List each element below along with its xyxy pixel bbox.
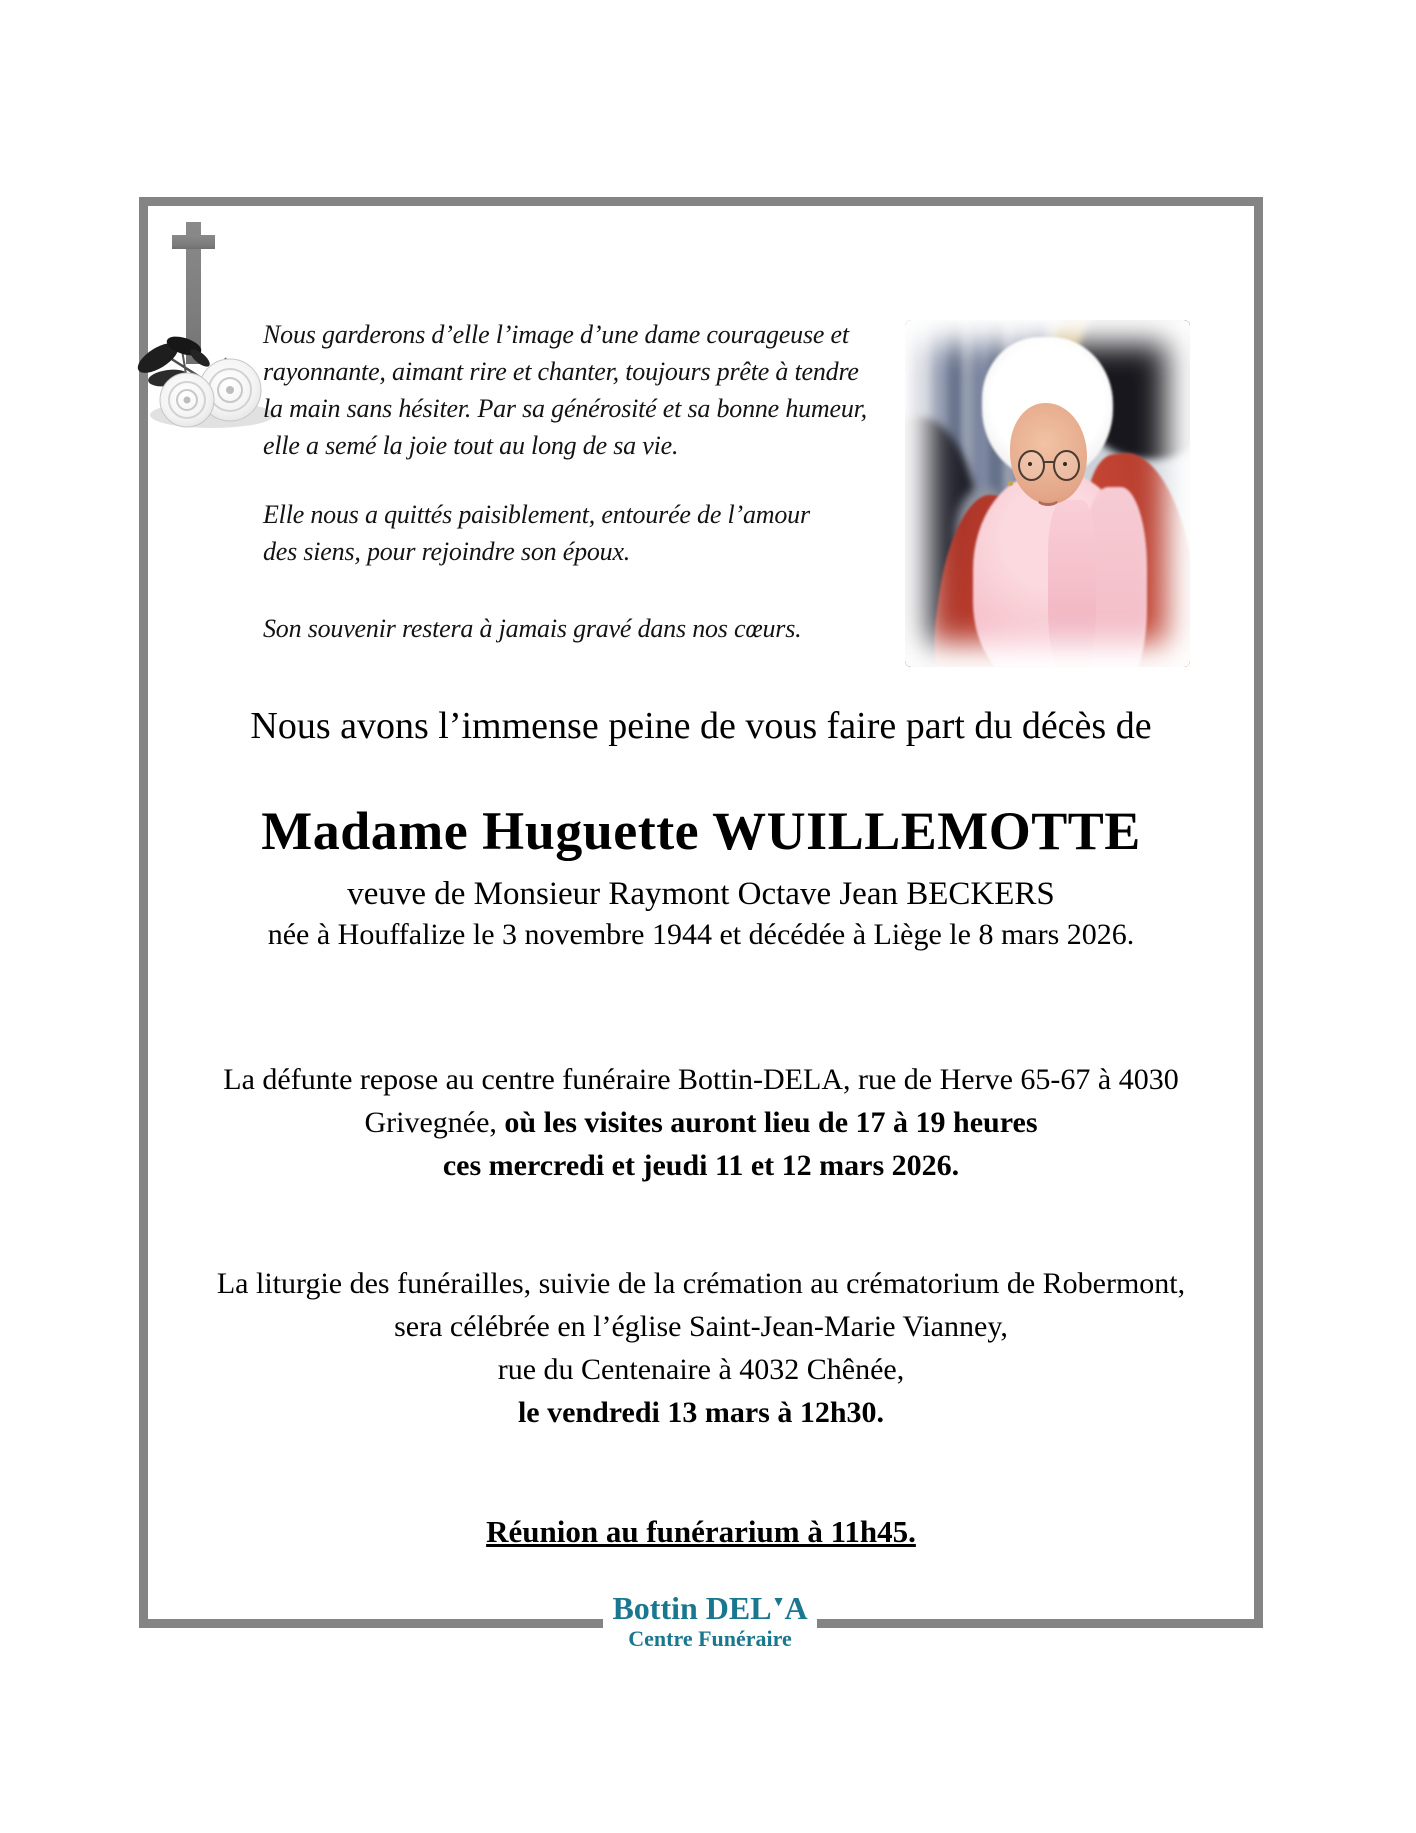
tribute-line: Son souvenir restera à jamais gravé dans nos cœurs.	[263, 614, 802, 643]
visitation-block	[139, 1058, 1263, 1187]
tribute-text-block	[263, 316, 888, 647]
paragraph-gap	[263, 570, 888, 610]
tribute-line: Elle nous a quittés paisiblement, entourée de l’amour	[263, 500, 810, 529]
visitation-line-2	[139, 1101, 1263, 1144]
brand-prefix: Bottin DEL	[612, 1590, 772, 1626]
ceremony-line-4: le vendredi 13 mars à 12h30.	[517, 1396, 885, 1429]
tribute-paragraph-3	[263, 610, 888, 647]
announcement-intro: Nous avons l’immense peine de vous faire part du décès de	[250, 705, 1152, 747]
ceremony-block	[139, 1262, 1263, 1434]
tribute-line: Nous garderons d’elle l’image d’une dame courageuse et	[263, 320, 849, 349]
ceremony-line-2: sera célébrée en l’église Saint-Jean-Marie Vianney,	[394, 1310, 1008, 1343]
tribute-paragraph-2	[263, 496, 888, 570]
portrait-photo	[905, 320, 1190, 667]
ceremony-line-3: rue du Centenaire à 4032 Chênée,	[497, 1353, 905, 1386]
paragraph-gap	[263, 464, 888, 496]
visitation-line-2-prefix: Grivegnée,	[364, 1106, 505, 1139]
deceased-name: Madame Huguette WUILLEMOTTE	[261, 801, 1141, 861]
photo-feathered-edge	[905, 320, 1190, 667]
ceremony-line-1: La liturgie des funérailles, suivie de la crémation au crématorium de Robermont,	[216, 1267, 1186, 1300]
brand-name	[603, 1586, 817, 1625]
visitation-line-3: ces mercredi et jeudi 11 et 12 mars 2026.	[442, 1149, 960, 1182]
visitation-line-1: La défunte repose au centre funéraire Bottin-DELA, rue de Herve 65-67 à 4030	[223, 1063, 1179, 1096]
meeting-line: Réunion au funérarium à 11h45.	[486, 1514, 916, 1549]
deceased-relation: veuve de Monsieur Raymont Octave Jean BECKERS	[347, 876, 1055, 912]
funeral-home-logo	[603, 1576, 817, 1662]
tribute-line: elle a semé la joie tout au long de sa vie.	[263, 431, 679, 460]
cross-and-roses-image	[130, 208, 280, 436]
cross-icon	[130, 208, 280, 436]
tribute-paragraph-1	[263, 316, 888, 464]
brand-subtitle: Centre Funéraire	[628, 1626, 792, 1651]
visitation-line-2-bold: où les visites auront lieu de 17 à 19 heures	[504, 1106, 1038, 1139]
tribute-line: la main sans hésiter. Par sa générosité et sa bonne humeur,	[263, 394, 867, 423]
birth-death-dates: née à Houffalize le 3 novembre 1944 et décédée à Liège le 8 mars 2026.	[267, 918, 1135, 951]
tribute-line: rayonnante, aimant rire et chanter, toujours prête à tendre	[263, 357, 859, 386]
tribute-line: des siens, pour rejoindre son époux.	[263, 537, 631, 566]
triangle-icon: ▼	[771, 1595, 785, 1610]
brand-suffix: A	[784, 1590, 808, 1626]
